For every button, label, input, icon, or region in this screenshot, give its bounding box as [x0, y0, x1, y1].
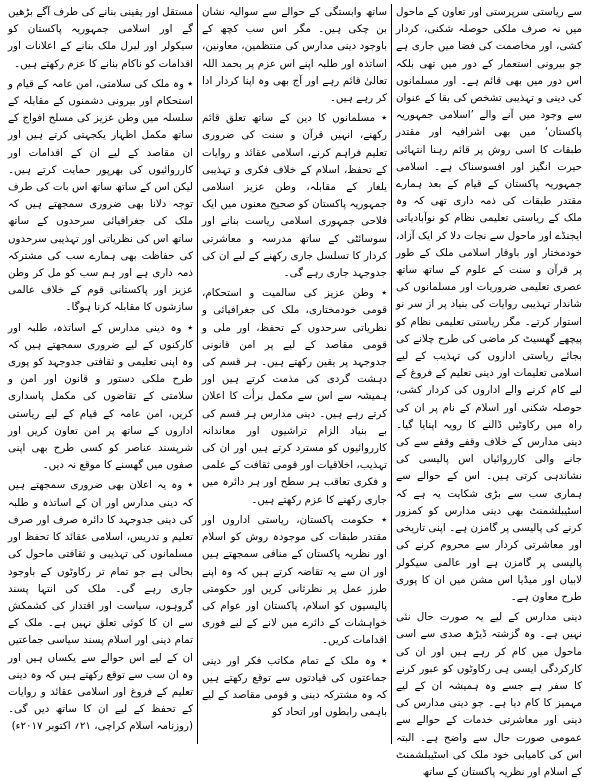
paragraph: ٭ حکومت پاکستان، ریاستی اداروں اور مقتدر طبقات کی موجودہ روش کو اسلام اور نظریہ پاکستان کے منافی سمجھتے ہیں اور ان سے یہ تقاضہ کرتے ہیں کہ وہ اپنے طرز عمل پر نظرثانی کریں اور حکومتی پالیسیوں کو اسلام، پاکستان اور عوام کی خواہشات کے دائرے میں لانے کے لیے فوری اقدامات کریں۔ [202, 513, 387, 647]
paragraph: ٭ وہ دینی مدارس کے اساتذہ، طلبہ اور کارکنوں کے لیے ضروری سمجھتے ہیں کہ وہ اپنی تعلیمی و ثقافتی جدوجہد کو پوری طرح ملکی دستور و قانون اور امن و سلامتی کے تقاضوں کی مکمل پاسداری کریں، امن عامہ کے قیام کے لیے ریاستی اداروں کے ساتھ پر امن تعاون کریں اور شرپسند عناصر کو کسی طرح بھی اپنی صفوں میں گھسنے کا موقع نہ دیں۔ [8, 321, 193, 472]
paragraph: ٭ وہ یہ اعلان بھی ضروری سمجھتے ہیں کہ دینی مدارس اور ان کے اساتذہ و طلبہ کی دینی جدوجہد کا دائرہ صرف اور صرف تعلیم و تدریس، اسلامی عقائد کا تحفظ اور مسلمانوں کی تہذیبی و ثقافتی ماحول کی بحالی ہے جو تمام تر رکاوٹوں کے باوجود جاری رہے گی۔ ملک کی انتہا پسند گروہوں، سیاست اور اقتدار کی کشمکش سے ان کا کوئی تعلق نہیں ہے۔ ملک کے تمام دینی اور اسلام پسند سیاسی جماعتیں ان کے لیے اس حوالے سے یکساں ہیں اور وہ ان سب سے توقع رکھتے ہیں کہ وہ دینی تعلیم کے فروغ اور اسلامی عقائد و روایات کے تحفظ کے لیے ان کا ساتھ دیں گی۔ (روزنامہ اسلام کراچی، ۲۱؍ اکتوبر ۲۰۱۷ء) [8, 479, 193, 733]
column-right [392, 4, 586, 778]
paragraph: ٭ وہ ملک کے تمام مکاتب فکر اور دینی جماعتوں کی قیادتوں سے توقع رکھتے ہیں کہ وہ مشترکہ دینی و قومی مقاصد کے لیے باہمی رابطوں اور اتحاد کو [202, 654, 387, 719]
paragraph: ٭ وہ ملک کی سلامتی، امن عامہ کے قیام و استحکام اور بیرونی دشمنوں کے مقابلہ کے سلسلہ میں وطن عزیز کی مسلح افواج کے ساتھ مکمل اظہار یکجہتی کرتے ہیں اور ان مقاصد کے لیے ان کے اقدامات اور کارروائیوں کی بھرپور حمایت کرتے ہیں۔ لیکن اس کے ساتھ ساتھ اس بات کی طرف توجہ دلانا بھی ضروری سمجھتے ہیں کہ ملک کی جغرافیائی سرحدوں کے ساتھ ساتھ اس کی نظریاتی اور تہذیبی سرحدوں کی حفاظت بھی ہمارے سب کی مشترکہ ذمہ داری ہے اور ہم سب کو مل کر وطن عزیز اور پاکستانی قوم کے خلاف عالمی سازشوں کا مقابلہ کرنا ہوگا۔ [8, 77, 193, 314]
paragraph: سے ریاستی سرپرستی اور تعاون کے ماحول میں نہ صرف ملکی حوصلہ شکنی، کردار کشی، اور مخاصمت کی فضا میں جاری ہے جو بیرونی استعمار کے دور میں تھی بلکہ اس دور میں بھی قائم ہے۔ اور مسلمانوں کی دینی و تہذیبی تشخص کی بقا کے عنوان سے وجود میں آنے والے ’اسلامی جمہوریہ پاکستان‘ میں بھی اشرافیہ اور مقتدر طبقات کا اسی روش پر قائم رہنا انتہائی حیرت انگیز اور افسوسناک ہے۔ اسلامی جمہوریہ پاکستان کے قیام کے بعد ہمارے مقتدر طبقات کی ذمہ داری تھی کہ وہ ملک کے ریاستی تعلیمی نظام کو نوآبادیاتی ایجنڈے اور ماحول سے نجات دلا کر ایک آزاد، خودمختار اور باوقار اسلامی ملک کے طور پر قرآن و سنت کے علوم کے ساتھ ساتھ عصری تعلیمی ضروریات اور مسلمانوں کی شاندار تہذیبی روایات کی بنیاد پر از سر نو استوار کرتے۔ مگر ریاستی تعلیمی نظام کو پیچھے گھسیٹ کر ماضی کی طرح چلانے کی بجائے ریاستی اداروں کی تہذیب کے لیے اسلامی تعلیمات اور دینی تعلیم کے فروغ کے لیے کام کرنے والے اداروں کی کردار کشی، حوصلہ شکنی اور اسلام کے نام پر ان کی راہ میں رکاوٹیں ڈالنے کا رویہ اپنایا گیا۔ دینی مدارس کے خلاف وقفے وقفے سے کی جانے والی کارروائیاں اس پالیسی کی نشاندہی کرتی ہیں۔ اس کے حوالے سے ہماری سب سے بڑی شکایت یہ ہے کہ اسٹیبلشمنٹ بھی دینی مدارس کو کمزور کرنے کی پالیسی پر گامزن ہے۔ اپنی تاریخی اور معاشرتی کردار سے محروم کرنے کی پالیسی پر گامزن ہے اور عالمی سیکولر لابیاں اور میڈیا اس مشن میں ان کا پوری طرح معاون ہے۔ [396, 6, 582, 603]
paragraph: ساتھ وابستگی کے حوالے سے سوالیہ نشان بن چکی ہیں۔ مگر اس سب کچھ کے باوجود دینی مدارس کی منتظمین، معاونین، اساتذہ اور طلبہ اپنے اس عزم پر بحمد اللہ تعالیٰ قائم رہے اور آج بھی وہ اپنا کردار ادا کر رہے ہیں۔ [202, 6, 387, 105]
paragraph: ٭ مسلمانوں کا دین کے ساتھ تعلق قائم رکھنے، انہیں قرآن و سنت کی ضروری تعلیم فراہم کرنے، اسلامی عقائد و روایات کے تحفظ، اسلام کے خلاف فکری و تہذیبی یلغار کے مقابلہ، وطن عزیز اسلامی جمہوریہ پاکستان کو صحیح معنوں میں ایک فلاحی جمہوری اسلامی ریاست بنانے اور سوسائٹی کے ساتھ مدرسہ و معاشرتی کردار کا تسلسل جاری رکھنے کے لیے ان کی جدوجہد جاری رہے گی۔ [202, 112, 387, 280]
paragraph: ٭ وطن عزیز کی سالمیت و استحکام، قومی خودمختاری، ملک کی جغرافیائی و نظریاتی سرحدوں کے تحفظ، اور ملی و قومی مقاصد کے لیے پر امن قانونی جدوجہد پر یقین رکھتے ہیں۔ ہر قسم کی دہشت گردی کی مذمت کرتے ہیں اور ہمیشہ سے اس سے مکمل برأت کا اعلان کرتے رہے ہیں۔ دینی مدارس ہر قسم کی بے بنیاد الزام تراشیوں اور معاندانہ کارروائیوں کو مسترد کرتے ہیں اور ان کی تہذیب، اخلاقیات اور قومی ثقافت کے علمی و فکری تعاقب ہر سطح اور ہر دائرہ میں جاری رکھنے کا عزم رکھتے ہیں۔ [202, 287, 387, 506]
column-left [4, 4, 198, 744]
paragraph: دینی مدارس کے لیے یہ صورت حال نئی نہیں ہے۔ وہ گزشتہ ڈیڑھ صدی سے اسی ماحول میں کام کر رہے ہیں اور ان کی کارکردگی ایسی ہی رکاوٹوں کو عبور کرنے کا سفر ہے جسے وہ ہمیشہ ان کے لیے مہمیز کا کام دیا ہے۔ جو دینی مدارس کی دینی اور معاشرتی خدمات کے حوالے سے عمومی صورت حال سے واضح ہے۔ البتہ اس کی کامیابی خود ملک کی اسٹیبلشمنٹ کے اسلام اور نظریہ پاکستان کے ساتھ [396, 611, 582, 778]
column-middle [198, 4, 392, 744]
paragraph: مستقل اور یقینی بنانے کی طرف آگے بڑھیں گے اور اسلامی جمہوریہ پاکستان کو سیکولر اور لبرل ملک بنانے کے اعلانات اور اقدامات کو ناکام بنانے کا عزم رکھتے ہیں۔ [8, 6, 193, 70]
